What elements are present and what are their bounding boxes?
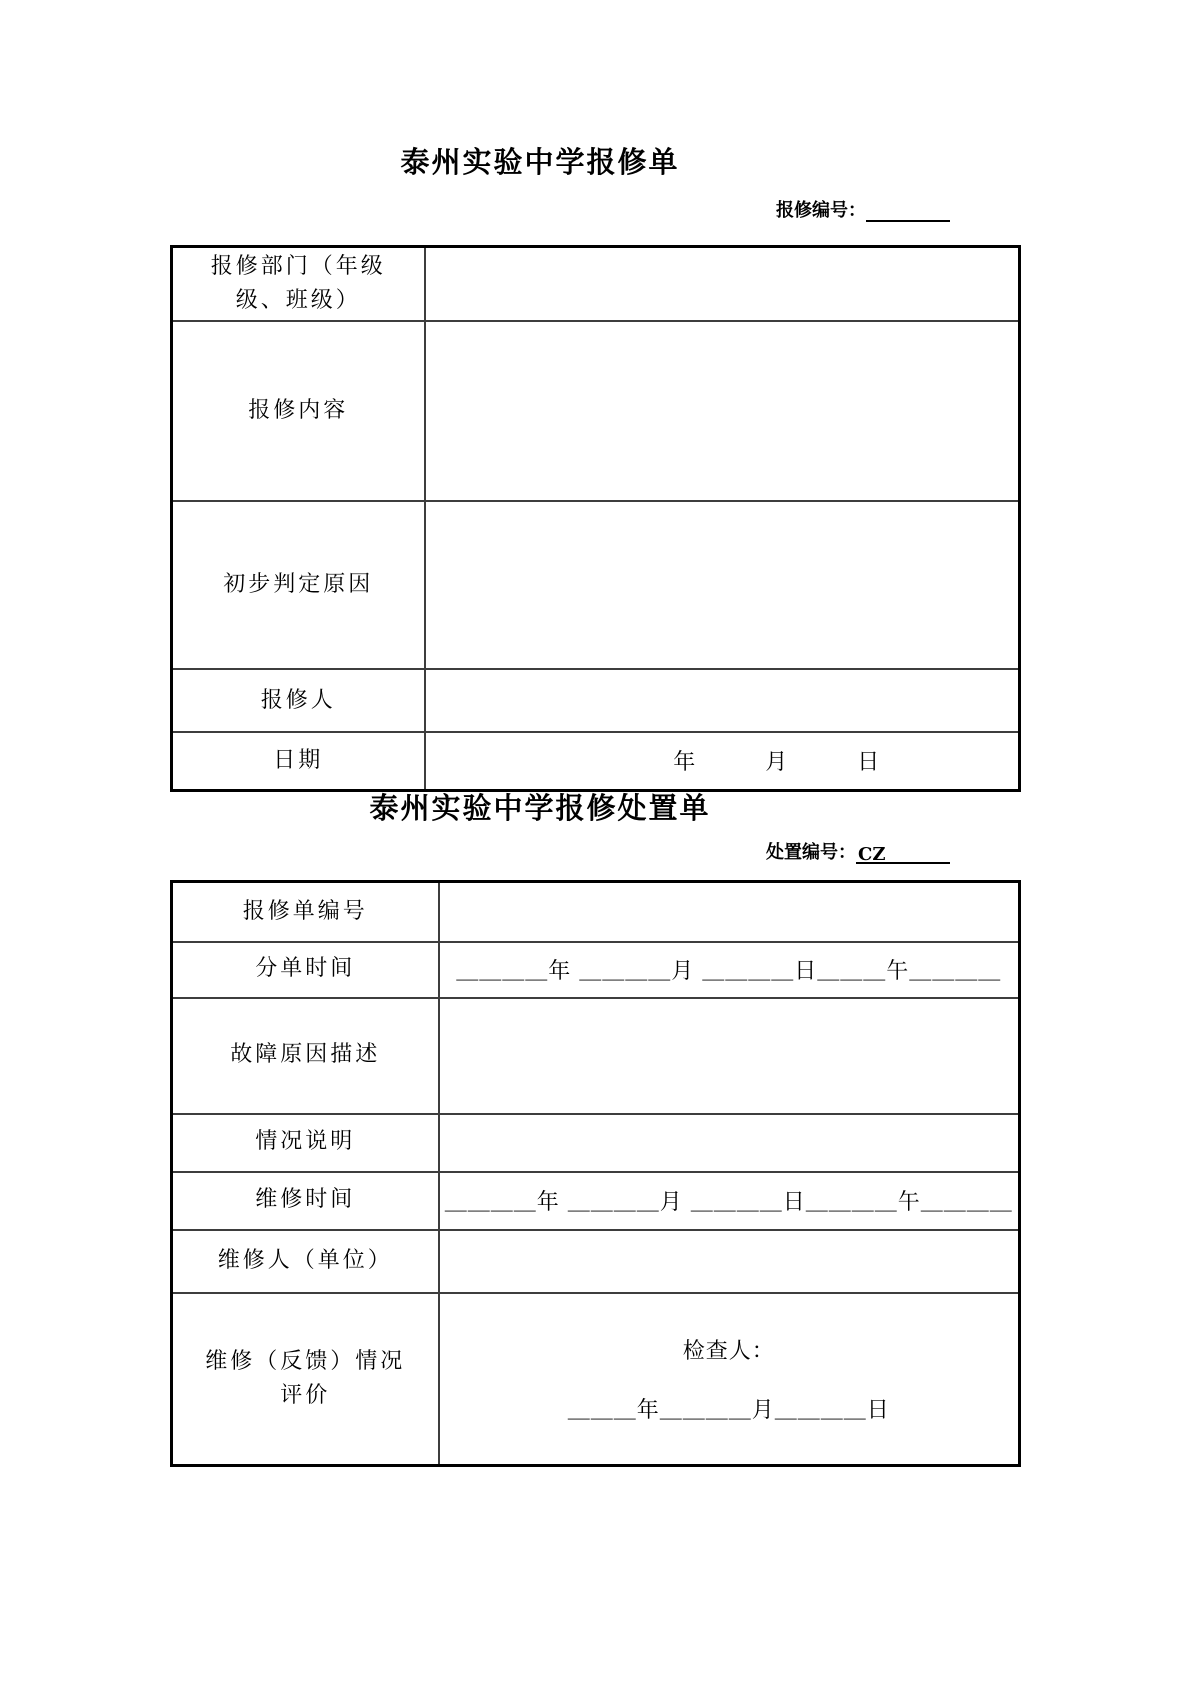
row-label-repair-feedback-evaluation bbox=[172, 1293, 439, 1466]
row-value-situation-note bbox=[439, 1114, 1020, 1172]
row-label-repairer-unit: 维修人（单位） bbox=[172, 1230, 439, 1293]
row-value-repair-department bbox=[425, 247, 1020, 322]
inspector-label: 检查人： bbox=[682, 1338, 775, 1364]
row-label-repair-time: 维修时间 bbox=[172, 1172, 439, 1230]
row-label-repair-form-number: 报修单编号 bbox=[172, 882, 439, 942]
table-row bbox=[172, 998, 1020, 1114]
form1-number-line bbox=[776, 196, 950, 222]
table-row bbox=[172, 669, 1020, 732]
form1-table bbox=[170, 245, 1021, 792]
form2-table bbox=[170, 880, 1021, 1467]
form2-number-blank-field: CZ bbox=[856, 844, 950, 864]
table-row bbox=[172, 1230, 1020, 1293]
table-row bbox=[172, 321, 1020, 501]
form1-number-label: 报修编号： bbox=[776, 200, 866, 221]
row-label-report-date: 日期 bbox=[172, 732, 425, 790]
row-value-repair-feedback-evaluation bbox=[439, 1293, 1020, 1466]
row-value-repair-content bbox=[425, 321, 1020, 501]
inspection-date-blank: ＿＿＿年＿＿＿＿月＿＿＿＿日 bbox=[567, 1397, 890, 1423]
form2-number-line bbox=[766, 838, 950, 864]
row-label-line1: 维修（反馈）情况 bbox=[205, 1348, 406, 1374]
row-value-dispatch-time: ＿＿＿＿年 ＿＿＿＿月 ＿＿＿＿日＿＿＿午＿＿＿＿ bbox=[439, 942, 1020, 998]
form1-number-blank-field bbox=[866, 202, 950, 222]
row-label-repair-content: 报修内容 bbox=[172, 321, 425, 501]
form2-title: 泰州实验中学报修处置单 bbox=[369, 791, 711, 825]
row-label-repair-department bbox=[172, 247, 425, 322]
row-value-repair-form-number bbox=[439, 882, 1020, 942]
table-row bbox=[172, 1114, 1020, 1172]
table-row bbox=[172, 1172, 1020, 1230]
row-label-line2: 级、班级） bbox=[235, 288, 361, 314]
row-value-report-date: 年 月 日 bbox=[425, 732, 1020, 790]
row-label-dispatch-time: 分单时间 bbox=[172, 942, 439, 998]
row-label-reporter: 报修人 bbox=[172, 669, 425, 732]
table-row bbox=[172, 882, 1020, 942]
row-label-fault-cause-description: 故障原因描述 bbox=[172, 998, 439, 1114]
row-value-preliminary-cause bbox=[425, 501, 1020, 669]
form1-title: 泰州实验中学报修单 bbox=[400, 145, 680, 179]
table-row bbox=[172, 1293, 1020, 1466]
row-label-line1: 报修部门（年级 bbox=[210, 254, 386, 279]
row-label-situation-note: 情况说明 bbox=[172, 1114, 439, 1172]
row-value-repairer-unit bbox=[439, 1230, 1020, 1293]
row-value-fault-cause-description bbox=[439, 998, 1020, 1114]
table-row bbox=[172, 942, 1020, 998]
form2-number-label: 处置编号： bbox=[766, 842, 856, 863]
row-value-repair-time: ＿＿＿＿年 ＿＿＿＿月 ＿＿＿＿日＿＿＿＿午＿＿＿＿ bbox=[439, 1172, 1020, 1230]
table-row bbox=[172, 247, 1020, 322]
feedback-evaluation-content bbox=[440, 1334, 1019, 1424]
table-row bbox=[172, 501, 1020, 669]
table-row bbox=[172, 732, 1020, 790]
row-value-reporter bbox=[425, 669, 1020, 732]
row-label-preliminary-cause: 初步判定原因 bbox=[172, 501, 425, 669]
row-label-line2: 评价 bbox=[280, 1382, 331, 1408]
